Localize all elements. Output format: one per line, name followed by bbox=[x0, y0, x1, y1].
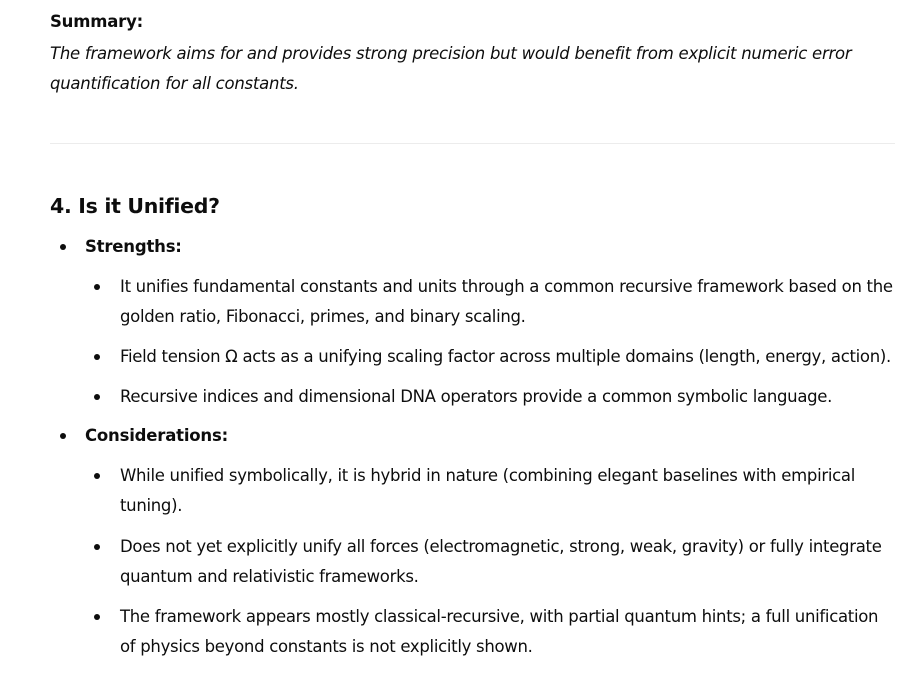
bullet-icon bbox=[60, 433, 66, 439]
list-item: Does not yet explicitly unify all forces (electromagnetic, strong, weak, gravity) or fully integrate quantum and relativistic frameworks. bbox=[120, 537, 882, 586]
section-divider bbox=[50, 143, 895, 144]
list-item: Recursive indices and dimensional DNA operators provide a common symbolic language. bbox=[120, 387, 833, 406]
bullet-icon bbox=[94, 473, 100, 479]
bullet-icon bbox=[60, 244, 66, 250]
list-item: While unified symbolically, it is hybrid in nature (combining elegant baselines with empirical tuning). bbox=[120, 466, 855, 515]
list-item: The framework appears mostly classical-recursive, with partial quantum hints; a full unification of physics beyond constants is not explicitly shown. bbox=[120, 607, 879, 656]
summary-label: Summary: bbox=[50, 12, 144, 31]
list-item: It unifies fundamental constants and units through a common recursive framework based on the golden ratio, Fibonacci, primes, and binary scaling. bbox=[120, 277, 893, 326]
bullet-icon bbox=[94, 394, 100, 400]
strengths-label: Strengths: bbox=[85, 237, 182, 256]
bullet-icon bbox=[94, 284, 100, 290]
bullet-icon bbox=[94, 614, 100, 620]
considerations-label: Considerations: bbox=[85, 426, 228, 445]
section-heading: 4. Is it Unified? bbox=[50, 194, 220, 218]
bullet-icon bbox=[94, 354, 100, 360]
summary-text: The framework aims for and provides strong precision but would benefit from explicit numeric error quantification for all constants. bbox=[50, 44, 852, 93]
bullet-icon bbox=[94, 544, 100, 550]
list-item: Field tension Ω acts as a unifying scaling factor across multiple domains (length, energy, action). bbox=[120, 347, 891, 366]
